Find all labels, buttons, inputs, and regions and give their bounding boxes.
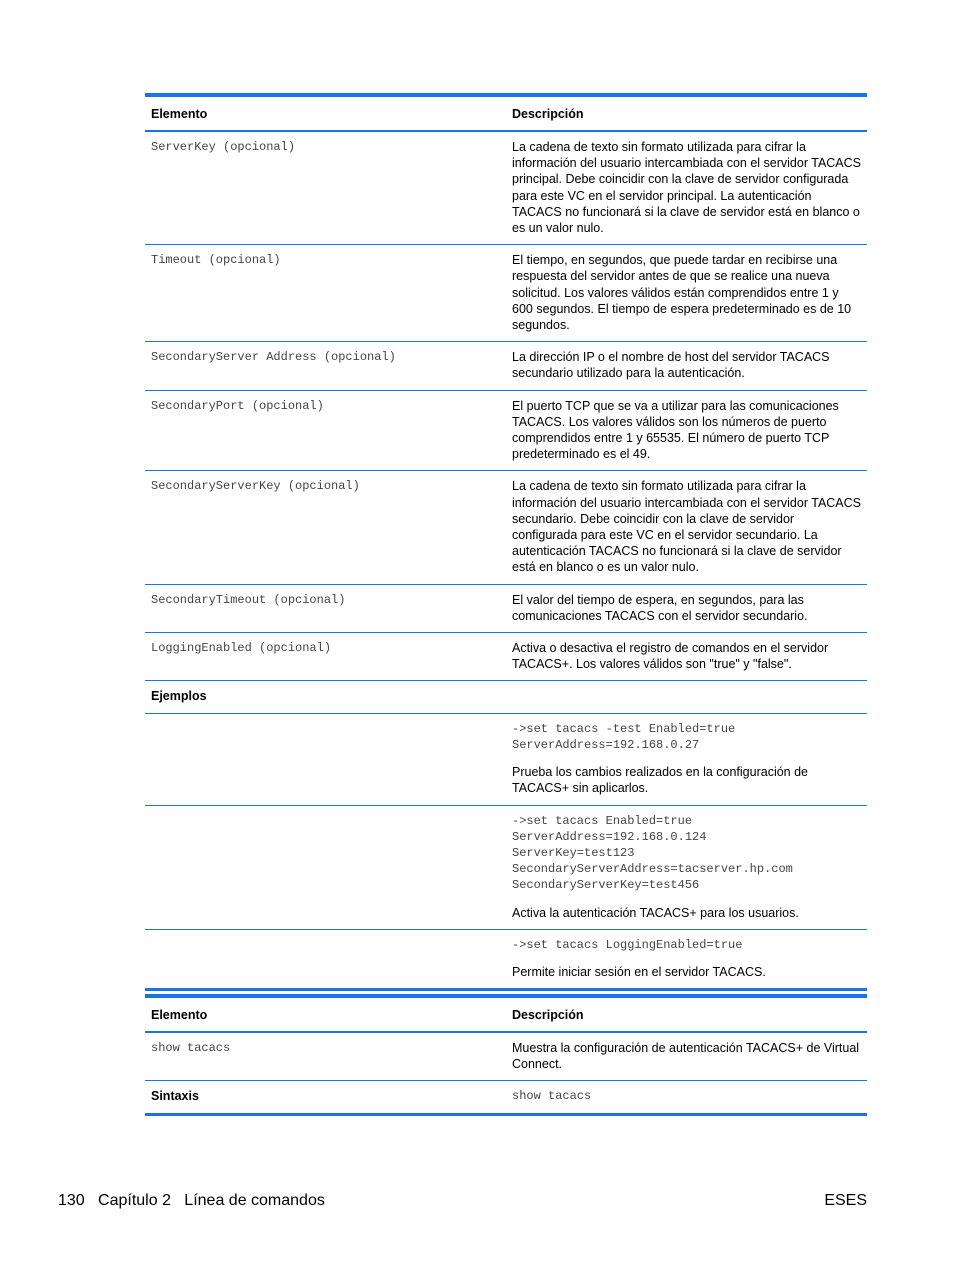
row-descripcion: Muestra la configuración de autenticación TACACS+ de Virtual Connect. xyxy=(506,1032,867,1081)
row-descripcion: Activa o desactiva el registro de comandos en el servidor TACACS+. Los valores válidos son "true" y "false". xyxy=(506,633,867,681)
row-descripcion: El valor del tiempo de espera, en segundos, para las comunicaciones TACACS con el servidor secundario. xyxy=(506,584,867,632)
row-descripcion: El puerto TCP que se va a utilizar para las comunicaciones TACACS. Los valores válidos son los números de puerto comprendidos entre 1 y 65535. El número de puerto TCP predeterminado es el 49. xyxy=(506,390,867,471)
row-elemento: Timeout (opcional) xyxy=(145,245,506,342)
table-row xyxy=(145,390,867,471)
header-elemento: Elemento xyxy=(145,95,506,131)
example-row xyxy=(145,713,867,805)
example-description: Activa la autenticación TACACS+ para los usuarios. xyxy=(512,905,799,920)
table-row xyxy=(145,1032,867,1081)
table-row xyxy=(145,633,867,681)
row-elemento: show tacacs xyxy=(145,1032,506,1081)
row-descripcion: La dirección IP o el nombre de host del servidor TACACS secundario utilizado para la autenticación. xyxy=(506,342,867,390)
table-row xyxy=(145,471,867,584)
example-command: ->set tacacs LoggingEnabled=true xyxy=(512,937,743,952)
tacacs-parameters-table xyxy=(145,93,867,991)
syntax-row xyxy=(145,1081,867,1114)
row-descripcion: La cadena de texto sin formato utilizada para cifrar la información del usuario intercambiada con el servidor TACACS secundario. Debe coincidir con la clave de servidor configurada para este VC en el servidor secundario. La autenticación TACACS no funcionará si la clave de servidor está en blanco o es un valor nulo. xyxy=(506,471,867,584)
row-descripcion: La cadena de texto sin formato utilizada para cifrar la información del usuario intercambiada con el servidor TACACS principal. Debe coincidir con la clave de servidor configurada para este VC en el servidor principal. La autenticación TACACS no funcionará si la clave de servidor está en blanco o es un valor nulo. xyxy=(506,131,867,245)
row-elemento: SecondaryServerKey (opcional) xyxy=(145,471,506,584)
example-description: Permite iniciar sesión en el servidor TACACS. xyxy=(512,964,766,979)
footer-page-info: 130 Capítulo 2 Línea de comandos xyxy=(58,1192,325,1209)
examples-heading-row xyxy=(145,681,867,713)
row-elemento: SecondaryPort (opcional) xyxy=(145,390,506,471)
table-row xyxy=(145,131,867,245)
footer-locale: ESES xyxy=(824,1192,867,1209)
example-row xyxy=(145,805,867,929)
header-descripcion: Descripción xyxy=(506,95,867,131)
row-elemento: SecondaryServer Address (opcional) xyxy=(145,342,506,390)
row-descripcion: El tiempo, en segundos, que puede tardar en recibirse una respuesta del servidor antes de que se realice una nueva solicitud. Los valores válidos están comprendidos entre 1 y 600 segundos. El tiempo de espera predeterminado es de 10 segundos. xyxy=(506,245,867,342)
example-command: ->set tacacs Enabled=true ServerAddress=192.168.0.124 ServerKey=test123 SecondaryServerAddress=tacserver.hp.com SecondaryServerKey=test456 xyxy=(512,813,793,893)
syntax-value: show tacacs xyxy=(506,1081,867,1114)
examples-label: Ejemplos xyxy=(145,681,506,713)
table-header xyxy=(145,95,867,131)
row-elemento: SecondaryTimeout (opcional) xyxy=(145,584,506,632)
example-row xyxy=(145,929,867,989)
header-elemento: Elemento xyxy=(145,996,506,1032)
example-description: Prueba los cambios realizados en la configuración de TACACS+ sin aplicarlos. xyxy=(512,765,809,796)
syntax-label: Sintaxis xyxy=(145,1081,506,1114)
row-elemento: ServerKey (opcional) xyxy=(145,131,506,245)
show-tacacs-table xyxy=(145,994,867,1116)
row-elemento: LoggingEnabled (opcional) xyxy=(145,633,506,681)
table-row xyxy=(145,342,867,390)
example-command: ->set tacacs -test Enabled=true ServerAddress=192.168.0.27 xyxy=(512,721,736,752)
table-row xyxy=(145,245,867,342)
table-header xyxy=(145,996,867,1032)
header-descripcion: Descripción xyxy=(506,996,867,1032)
table-row xyxy=(145,584,867,632)
